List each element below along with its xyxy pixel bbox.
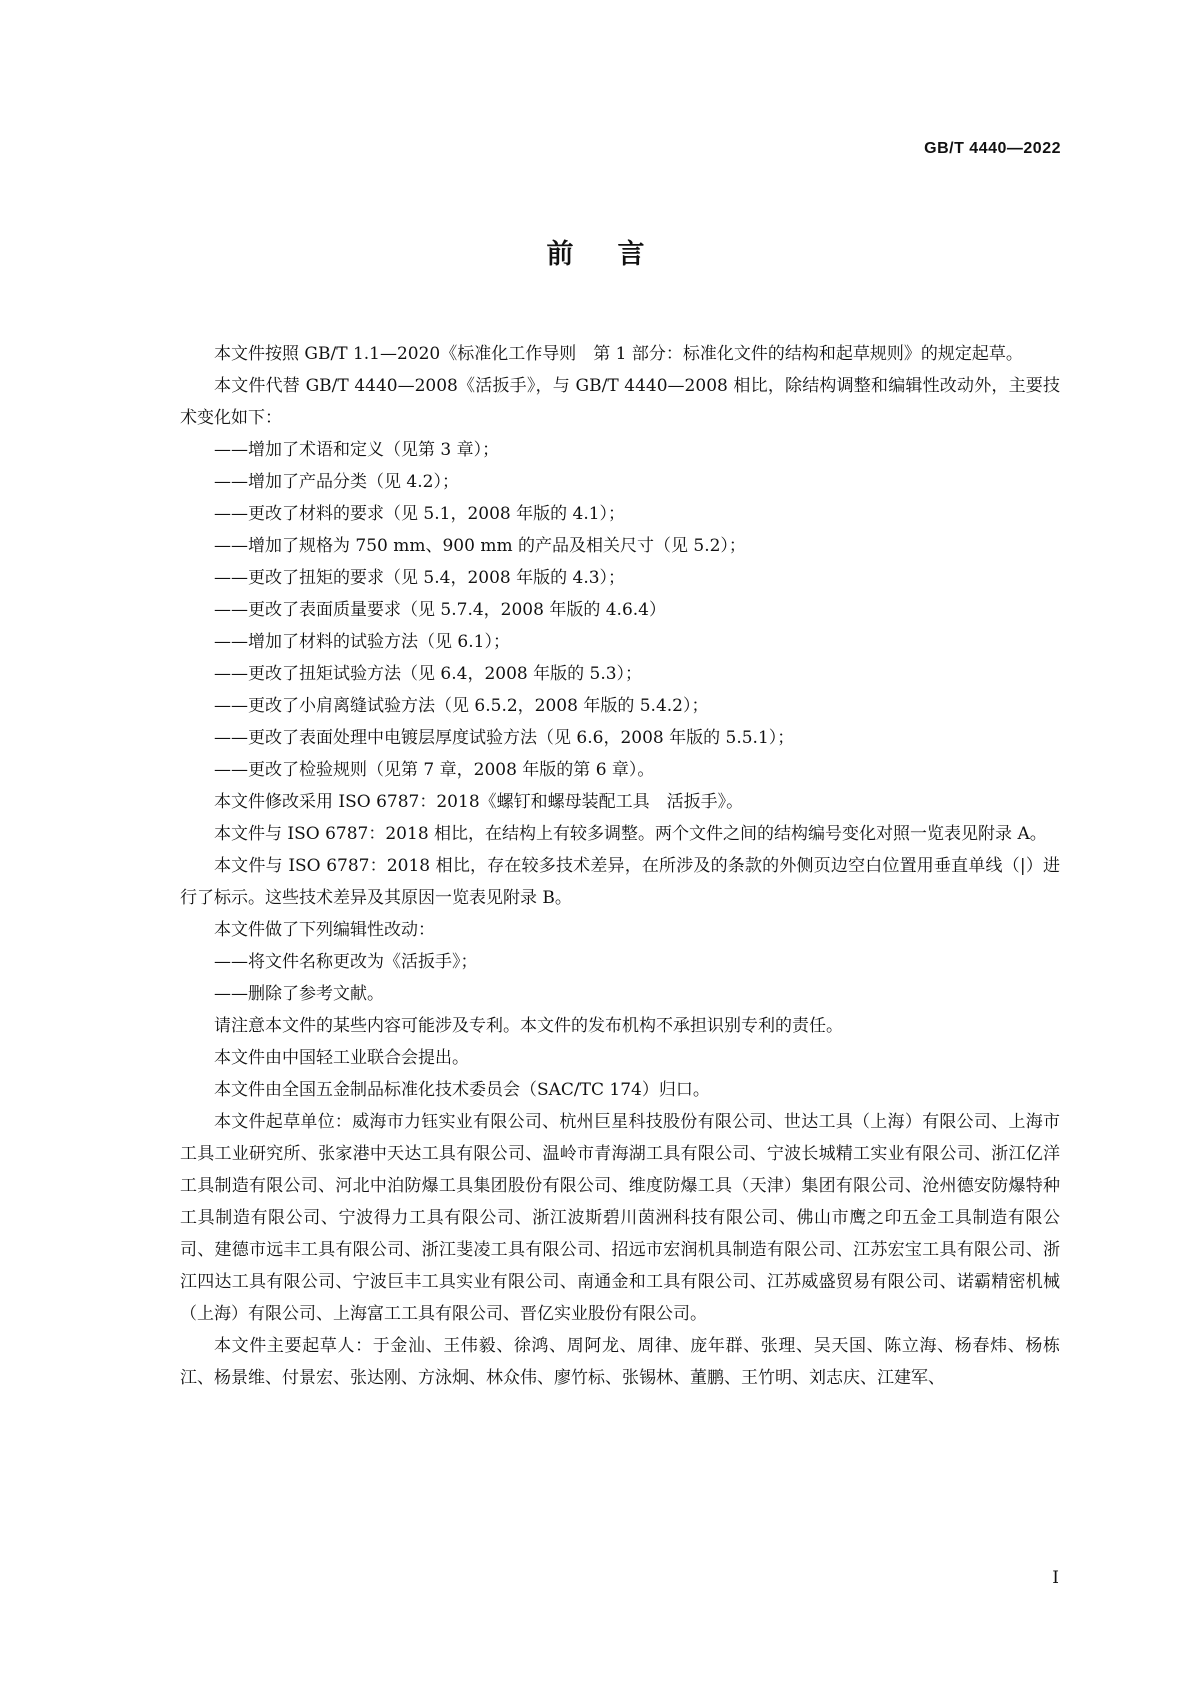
paragraph: 本文件由中国轻工业联合会提出。 xyxy=(214,1048,469,1068)
document-body xyxy=(180,338,1060,1394)
paragraph: 本文件代替 GB/T 4440—2008《活扳手》，与 GB/T 4440—2008 相比，除结构调整和编辑性改动外，主要技术变化如下： xyxy=(180,376,1060,428)
page-number: I xyxy=(1052,1568,1059,1588)
paragraph: 本文件主要起草人：于金汕、王伟毅、徐鸿、周阿龙、周律、庞年群、张理、吴天国、陈立海、杨春炜、杨栋江、杨景维、付景宏、张达刚、方泳炯、林众伟、廖竹标、张锡林、董鹏、王竹明、刘志庆、江建军、 xyxy=(180,1336,1060,1388)
list-item: ——增加了术语和定义（见第 3 章）； xyxy=(214,440,500,460)
list-item: ——更改了表面处理中电镀层厚度试验方法（见 6.6，2008 年版的 5.5.1）； xyxy=(214,728,795,748)
list-item: ——删除了参考文献。 xyxy=(214,984,384,1004)
paragraph: 本文件起草单位：威海市力钰实业有限公司、杭州巨星科技股份有限公司、世达工具（上海）有限公司、上海市工具工业研究所、张家港中天达工具有限公司、温岭市青海湖工具有限公司、宁波长城精工实业有限公司、浙江亿洋工具制造有限公司、河北中泊防爆工具集团股份有限公司、维度防爆工具（天津）集团有限公司、沧州德安防爆特种工具制造有限公司、宁波得力工具有限公司、浙江波斯碧川茵洲科技有限公司、佛山市鹰之印五金工具制造有限公司、建德市远丰工具有限公司、浙江斐凌工具有限公司、招远市宏润机具制造有限公司、江苏宏宝工具有限公司、浙江四达工具有限公司、宁波巨丰工具实业有限公司、南通金和工具有限公司、江苏威盛贸易有限公司、诺霸精密机械（上海）有限公司、上海富工工具有限公司、晋亿实业股份有限公司。 xyxy=(180,1112,1060,1324)
list-item: ——更改了检验规则（见第 7 章，2008 年版的第 6 章）。 xyxy=(214,760,655,780)
list-item: ——更改了小肩离缝试验方法（见 6.5.2，2008 年版的 5.4.2）； xyxy=(214,696,709,716)
list-item: ——更改了扭矩的要求（见 5.4，2008 年版的 4.3）； xyxy=(214,568,626,588)
paragraph: 本文件由全国五金制品标准化技术委员会（SAC/TC 174）归口。 xyxy=(214,1080,710,1100)
standard-number: GB/T 4440—2022 xyxy=(924,140,1061,157)
paragraph: 本文件与 ISO 6787：2018 相比，存在较多技术差异，在所涉及的条款的外侧页边空白位置用垂直单线（|）进行了标示。这些技术差异及其原因一览表见附录 B。 xyxy=(180,856,1060,908)
list-item: ——增加了规格为 750 mm、900 mm 的产品及相关尺寸（见 5.2）； xyxy=(214,536,746,556)
list-item: ——增加了材料的试验方法（见 6.1）； xyxy=(214,632,510,652)
paragraph: 本文件按照 GB/T 1.1—2020《标准化工作导则 第 1 部分：标准化文件的结构和起草规则》的规定起草。 xyxy=(214,344,1023,364)
paragraph: 本文件做了下列编辑性改动： xyxy=(214,920,435,940)
list-item: ——将文件名称更改为《活扳手》； xyxy=(214,952,478,972)
paragraph: 请注意本文件的某些内容可能涉及专利。本文件的发布机构不承担识别专利的责任。 xyxy=(214,1016,843,1036)
paragraph: 本文件修改采用 ISO 6787：2018《螺钉和螺母装配工具 活扳手》。 xyxy=(214,792,744,812)
list-item: ——更改了扭矩试验方法（见 6.4，2008 年版的 5.3）； xyxy=(214,664,643,684)
paragraph: 本文件与 ISO 6787：2018 相比，在结构上有较多调整。两个文件之间的结构编号变化对照一览表见附录 A。 xyxy=(214,824,1047,844)
page-title: 前言 xyxy=(546,239,689,270)
list-item: ——更改了表面质量要求（见 5.7.4，2008 年版的 4.6.4） xyxy=(214,600,666,620)
list-item: ——增加了产品分类（见 4.2）； xyxy=(214,472,459,492)
list-item: ——更改了材料的要求（见 5.1，2008 年版的 4.1）； xyxy=(214,504,626,524)
